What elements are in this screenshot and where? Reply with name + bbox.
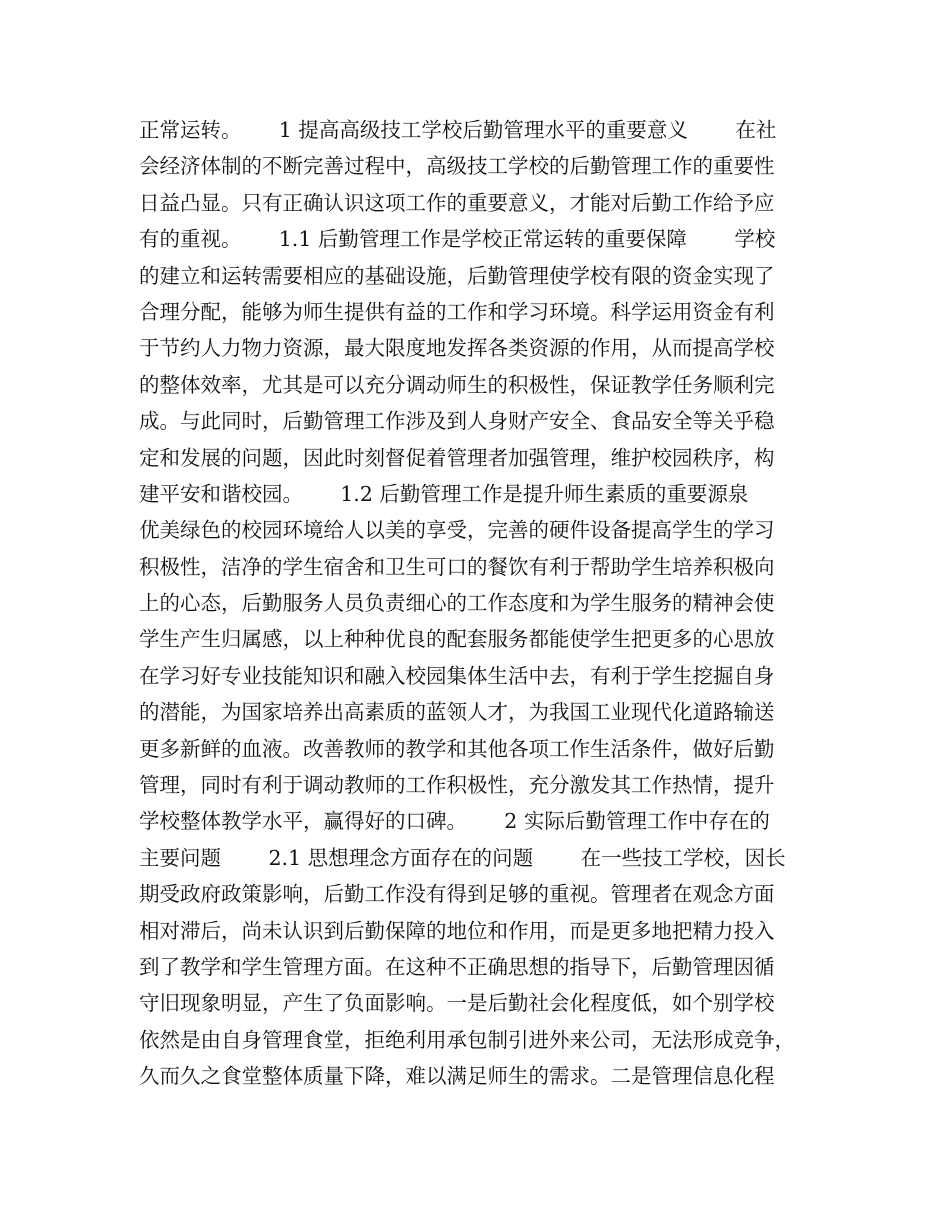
- text-line: 成。与此同时，后勤管理工作涉及到人身财产安全、食品安全等关乎稳: [139, 409, 775, 434]
- text-line: 上的心态，后勤服务人员负责细心的工作态度和为学生服务的精神会使: [139, 591, 775, 616]
- text-line: 的整体效率，尤其是可以充分调动师生的积极性，保证教学任务顺利完: [139, 372, 775, 397]
- text-line: 积极性，洁净的学生宿舍和卫生可口的餐饮有利于帮助学生培养积极向: [139, 554, 775, 579]
- text-line: 日益凸显。只有正确认识这项工作的重要意义，才能对后勤工作给予应: [139, 190, 775, 215]
- text-line: 建平安和谐校园。 1.2 后勤管理工作是提升师生素质的重要源泉: [139, 481, 749, 506]
- text-line: 在学习好专业技能知识和融入校园集体生活中去，有利于学生挖掘自身: [139, 663, 775, 688]
- text-line: 的潜能，为国家培养出高素质的蓝领人才，为我国工业现代化道路输送: [139, 700, 775, 725]
- text-line: 依然是由自身管理食堂，拒绝利用承包制引进外来公司，无法形成竞争，: [139, 1027, 795, 1052]
- text-line: 合理分配，能够为师生提供有益的工作和学习环境。科学运用资金有利: [139, 299, 775, 324]
- text-line: 于节约人力物力资源，最大限度地发挥各类资源的作用，从而提高学校: [139, 336, 775, 361]
- text-line: 的建立和运转需要相应的基础设施，后勤管理使学校有限的资金实现了: [139, 263, 775, 288]
- text-line: 主要问题 2.1 思想理念方面存在的问题 在一些技工学校，因长: [139, 845, 786, 870]
- text-line: 管理，同时有利于调动教师的工作积极性，充分激发其工作热情，提升: [139, 773, 775, 798]
- text-line: 会经济体制的不断完善过程中，高级技工学校的后勤管理工作的重要性: [139, 154, 775, 179]
- text-line: 正常运转。 1 提高高级技工学校后勤管理水平的重要意义 在社: [139, 118, 777, 142]
- text-line: 久而久之食堂整体质量下降，难以满足师生的需求。二是管理信息化程: [139, 1064, 775, 1089]
- text-line: 定和发展的问题，因此时刻督促着管理者加强管理，维护校园秩序，构: [139, 445, 775, 470]
- body-text: [139, 112, 829, 1095]
- text-line: 相对滞后，尚未认识到后勤保障的地位和作用，而是更多地把精力投入: [139, 918, 775, 943]
- text-line: 更多新鲜的血液。改善教师的教学和其他各项工作生活条件，做好后勤: [139, 736, 775, 761]
- text-line: 期受政府政策影响，后勤工作没有得到足够的重视。管理者在观念方面: [139, 882, 775, 907]
- text-line: 到了教学和学生管理方面。在这种不正确思想的指导下，后勤管理因循: [139, 954, 775, 979]
- text-line: 守旧现象明显，产生了负面影响。一是后勤社会化程度低，如个别学校: [139, 991, 775, 1016]
- text-line: 有的重视。 1.1 后勤管理工作是学校正常运转的重要保障 学校: [139, 227, 776, 252]
- text-line: 优美绿色的校园环境给人以美的享受，完善的硬件设备提高学生的学习: [139, 518, 775, 543]
- text-line: 学校整体教学水平，赢得好的口碑。 2 实际后勤管理工作中存在的: [139, 809, 770, 834]
- text-line: 学生产生归属感，以上种种优良的配套服务都能使学生把更多的心思放: [139, 627, 775, 652]
